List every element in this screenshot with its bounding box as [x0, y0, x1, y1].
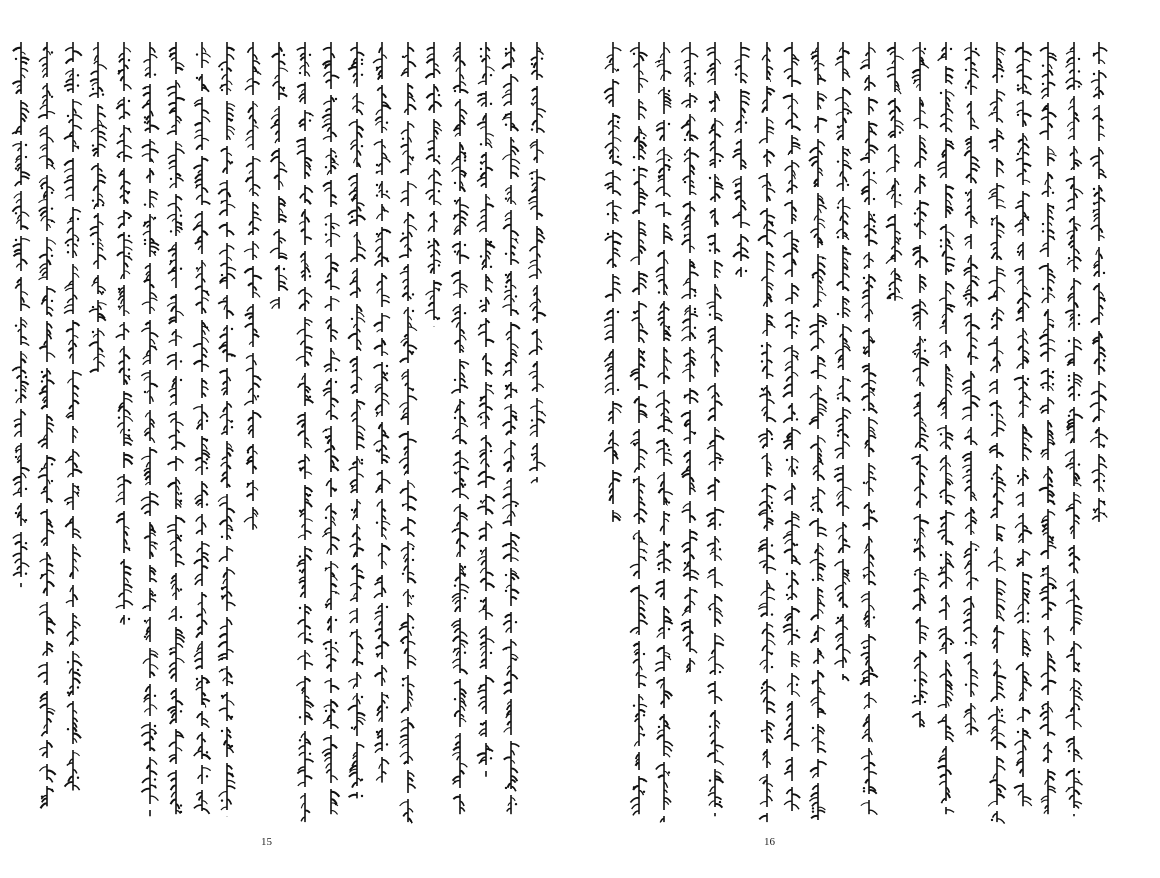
mongolian-script-line — [728, 0, 754, 878]
mongolian-script-line — [524, 0, 550, 878]
mongolian-script-line — [8, 0, 34, 878]
mongolian-script-line — [344, 0, 370, 878]
text-column — [473, 0, 499, 878]
mongolian-script-line — [830, 0, 856, 878]
mongolian-script-line — [1086, 0, 1112, 878]
text-column — [421, 0, 447, 878]
mongolian-script-line — [754, 0, 780, 878]
text-column — [984, 0, 1010, 878]
text-column — [1086, 0, 1112, 878]
text-column — [958, 0, 984, 878]
text-column — [524, 0, 550, 878]
mongolian-script-line — [111, 0, 137, 878]
mongolian-script-line — [34, 0, 60, 878]
text-column — [163, 0, 189, 878]
mongolian-script-line — [369, 0, 395, 878]
text-column — [344, 0, 370, 878]
mongolian-script-line — [1010, 0, 1036, 878]
mongolian-script-line — [447, 0, 473, 878]
page-number-left: 15 — [261, 836, 272, 848]
mongolian-script-line — [779, 0, 805, 878]
mongolian-script-line — [702, 0, 728, 878]
mongolian-script-line — [498, 0, 524, 878]
text-column — [292, 0, 318, 878]
text-column — [856, 0, 882, 878]
text-column — [754, 0, 780, 878]
text-column — [111, 0, 137, 878]
text-column — [1035, 0, 1061, 878]
mongolian-script-line — [984, 0, 1010, 878]
page-right — [600, 0, 1112, 878]
mongolian-script-line — [907, 0, 933, 878]
text-column — [600, 0, 626, 878]
text-column — [266, 0, 292, 878]
text-column — [60, 0, 86, 878]
mongolian-script-line — [189, 0, 215, 878]
text-column — [933, 0, 959, 878]
mongolian-script-line — [137, 0, 163, 878]
mongolian-script-line — [292, 0, 318, 878]
text-column — [805, 0, 831, 878]
page-number-right: 16 — [764, 836, 775, 848]
mongolian-script-line — [318, 0, 344, 878]
mongolian-script-line — [85, 0, 111, 878]
mongolian-script-line — [240, 0, 266, 878]
mongolian-script-line — [163, 0, 189, 878]
mongolian-script-line — [1035, 0, 1061, 878]
text-column — [830, 0, 856, 878]
text-column — [318, 0, 344, 878]
text-column — [1010, 0, 1036, 878]
mongolian-script-line — [60, 0, 86, 878]
text-column — [240, 0, 266, 878]
text-column — [779, 0, 805, 878]
text-column — [498, 0, 524, 878]
text-column — [189, 0, 215, 878]
mongolian-script-line — [395, 0, 421, 878]
text-column — [882, 0, 908, 878]
text-column — [214, 0, 240, 878]
mongolian-script-line — [933, 0, 959, 878]
text-column — [8, 0, 34, 878]
mongolian-script-line — [805, 0, 831, 878]
text-column — [395, 0, 421, 878]
text-column — [907, 0, 933, 878]
text-column — [702, 0, 728, 878]
mongolian-script-line — [421, 0, 447, 878]
text-column — [1061, 0, 1087, 878]
text-column — [137, 0, 163, 878]
mongolian-script-line — [600, 0, 626, 878]
page-left — [8, 0, 550, 878]
text-column — [626, 0, 652, 878]
text-column — [369, 0, 395, 878]
mongolian-script-line — [626, 0, 652, 878]
mongolian-script-line — [266, 0, 292, 878]
mongolian-script-line — [856, 0, 882, 878]
mongolian-script-line — [473, 0, 499, 878]
mongolian-script-line — [214, 0, 240, 878]
mongolian-script-line — [1061, 0, 1087, 878]
text-column — [85, 0, 111, 878]
text-column — [728, 0, 754, 878]
mongolian-script-line — [677, 0, 703, 878]
mongolian-script-line — [882, 0, 908, 878]
text-column — [34, 0, 60, 878]
mongolian-script-line — [958, 0, 984, 878]
text-column — [677, 0, 703, 878]
text-column — [447, 0, 473, 878]
mongolian-script-line — [651, 0, 677, 878]
text-column — [651, 0, 677, 878]
